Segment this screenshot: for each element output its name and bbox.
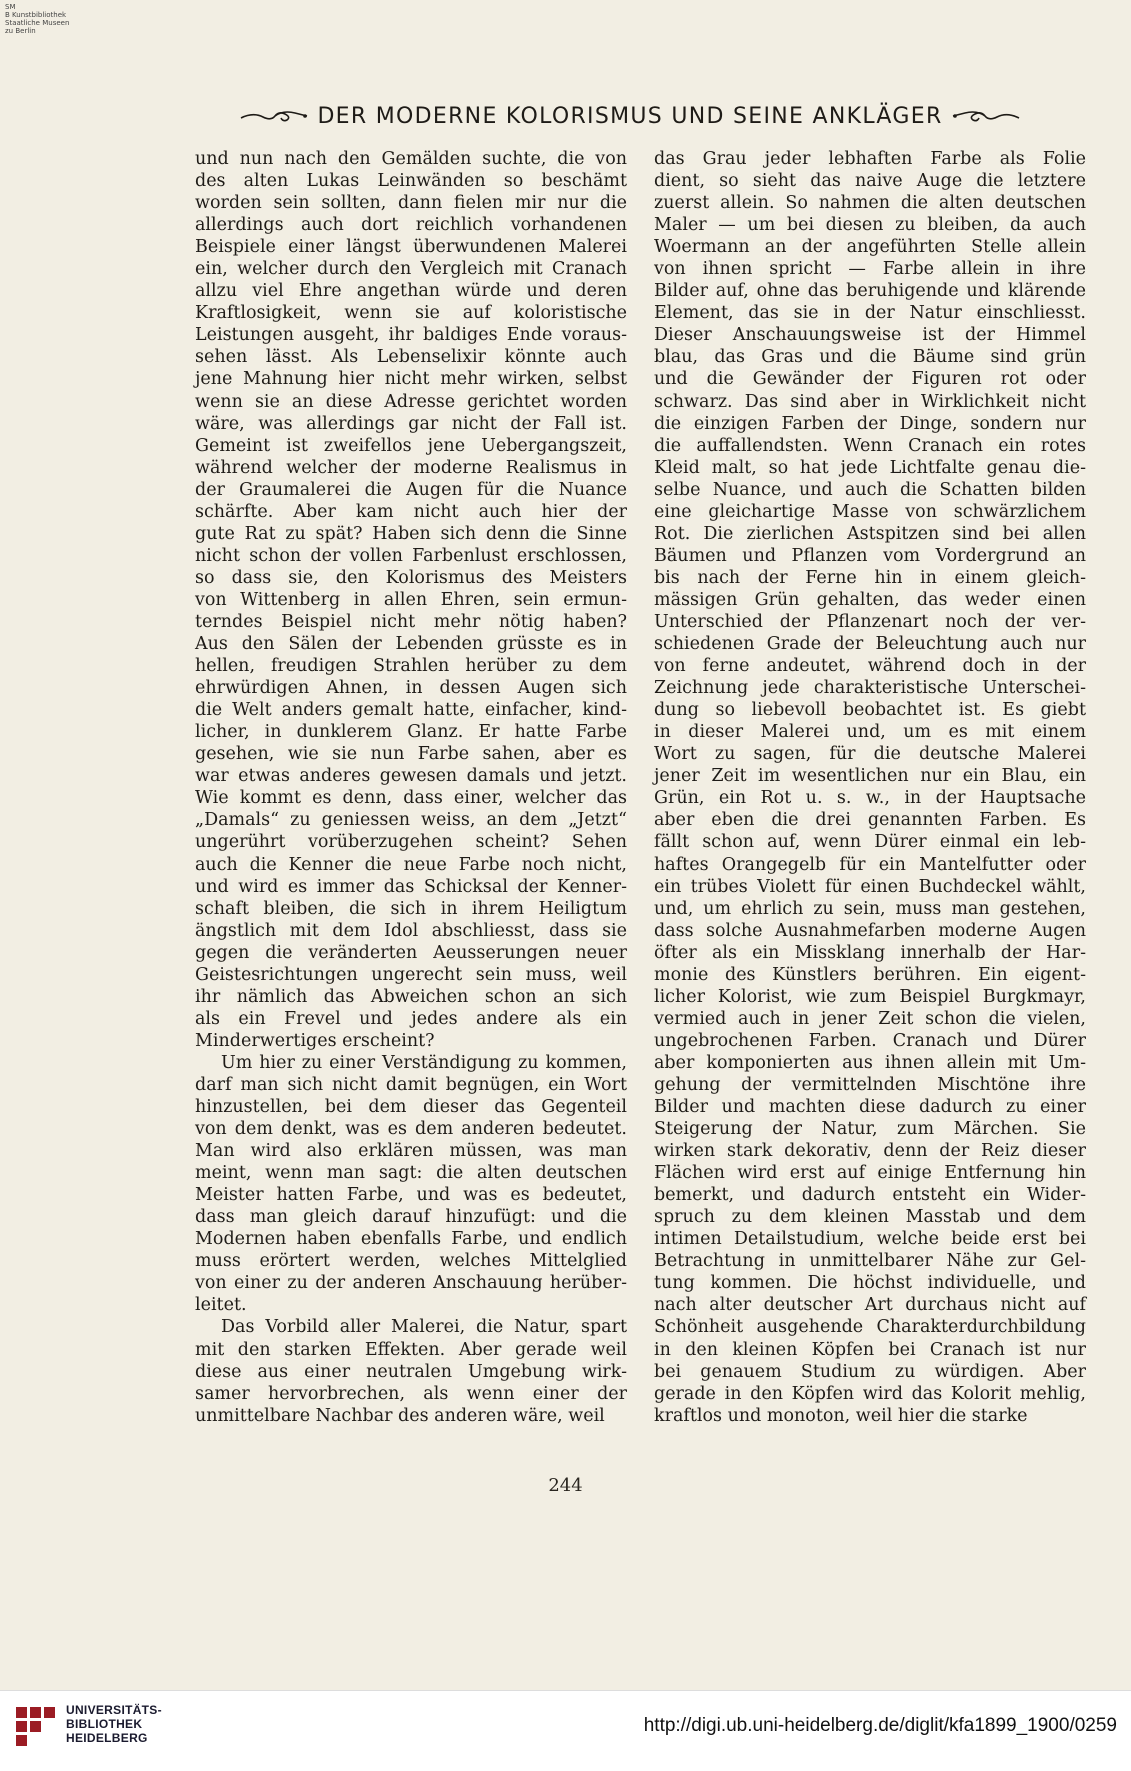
text-line: die Welt anders gemalt hatte, einfacher, kind- bbox=[195, 700, 627, 721]
text-line: ungerührt vorüberzugehen scheint? Sehen bbox=[195, 832, 627, 853]
text-line: von dem denkt, was es dem anderen bedeutet. bbox=[195, 1119, 627, 1140]
text-line: dient, so sieht das naive Auge die letztere bbox=[654, 171, 1086, 192]
text-line: Maler — um bei diesen zu bleiben, da auch bbox=[654, 215, 1086, 236]
text-line: mässigen Grün gehalten, das weder einen bbox=[654, 589, 1086, 610]
text-line: muss erörtert werden, welches Mittelglied bbox=[195, 1251, 627, 1272]
text-line: ihr nämlich das Abweichen schon an sich bbox=[195, 986, 627, 1007]
text-line: Woermann an der angeführten Stelle allein bbox=[654, 237, 1086, 258]
text-line: allerdings auch dort reichlich vorhandenen bbox=[195, 215, 627, 236]
text-line: eine gleichartige Masse von schwärzlichem bbox=[654, 501, 1086, 522]
text-line: in den kleinen Köpfen bei Cranach ist nur bbox=[654, 1339, 1086, 1360]
text-line: Bilder auf, ohne das beruhigende und klärende bbox=[654, 281, 1086, 302]
text-line: schaft bleiben, die sich in ihrem Heiligtum bbox=[195, 898, 627, 919]
text-line: samer hervorbrechen, als wenn einer der bbox=[195, 1383, 627, 1404]
text-line: von einer zu der anderen Anschauung herüber- bbox=[195, 1273, 627, 1294]
text-line: bei genauem Studium zu würdigen. Aber bbox=[654, 1361, 1086, 1382]
text-line: licher, in dunklerem Glanz. Er hatte Farbe bbox=[195, 722, 627, 743]
library-name-line: BIBLIOTHEK bbox=[66, 1717, 143, 1731]
library-logo[interactable] bbox=[14, 1703, 162, 1751]
text-line: ein, welcher durch den Vergleich mit Cranach bbox=[195, 259, 627, 280]
stamp-line: B Kunstbibliothek bbox=[5, 11, 67, 19]
text-line: aber eben die drei genannten Farben. Es bbox=[654, 810, 1086, 831]
text-line: blau, das Gras und die Bäume sind grün bbox=[654, 347, 1086, 368]
text-line: war etwas anderes gewesen damals und jetzt. bbox=[195, 766, 627, 787]
text-line: selbe Nuance, und auch die Schatten bilden bbox=[654, 479, 1086, 500]
text-line: der Graumalerei die Augen für die Nuance bbox=[195, 479, 627, 500]
stamp-line: Staatliche Museen bbox=[5, 19, 70, 27]
left-ornament-icon bbox=[239, 106, 309, 126]
text-line: und nun nach den Gemälden suchte, die von bbox=[195, 149, 627, 169]
text-line: als ein Frevel und jedes andere als ein bbox=[195, 1008, 627, 1029]
text-line: Bilder und machten diese dadurch zu einer bbox=[654, 1097, 1086, 1118]
text-line: von ihnen spricht — Farbe allein in ihre bbox=[654, 259, 1086, 280]
library-name bbox=[66, 1703, 162, 1745]
stamp-line: zu Berlin bbox=[5, 27, 36, 35]
text-line: zuerst allein. So nahmen die alten deutschen bbox=[654, 193, 1086, 214]
text-line: Kraftlosigkeit, wenn sie auf koloristische bbox=[195, 303, 627, 324]
text-line: sehen lässt. Als Lebenselixir könnte auch bbox=[195, 347, 627, 368]
text-line: öfter als ein Missklang innerhalb der Har- bbox=[654, 942, 1086, 963]
text-line: Modernen haben ebenfalls Farbe, und endlich bbox=[195, 1229, 627, 1250]
text-line: schiedenen Grade der Beleuchtung auch nur bbox=[654, 634, 1086, 655]
text-line: Kleid malt, so hat jede Lichtfalte genau die- bbox=[654, 457, 1086, 478]
text-line: diese aus einer neutralen Umgebung wirk- bbox=[195, 1361, 627, 1382]
text-line: tung kommen. Die höchst individuelle, und bbox=[654, 1273, 1086, 1294]
text-line: Beispiele einer längst überwundenen Malerei bbox=[195, 237, 627, 258]
text-line: wäre, was allerdings gar nicht der Fall ist. bbox=[195, 413, 627, 434]
text-line: schärfte. Aber kam nicht auch hier der bbox=[195, 501, 627, 522]
text-line: während welcher der moderne Realismus in bbox=[195, 457, 627, 478]
text-line: gehung der vermittelnden Mischtöne ihre bbox=[654, 1074, 1086, 1095]
page-number: 244 bbox=[548, 1475, 583, 1496]
text-line: Geistesrichtungen ungerecht sein muss, weil bbox=[195, 964, 627, 985]
text-line: Wort zu sagen, für die deutsche Malerei bbox=[654, 744, 1086, 765]
right-column bbox=[654, 148, 1086, 1427]
text-line: des alten Lukas Leinwänden so beschämt bbox=[195, 171, 627, 192]
text-line: fällt schon auf, wenn Dürer einmal ein leb- bbox=[654, 832, 1086, 853]
footer-bar bbox=[0, 1690, 1131, 1771]
text-line: Das Vorbild aller Malerei, die Natur, spart bbox=[221, 1317, 627, 1338]
text-line: Element, das sie in der Natur einschliesst. bbox=[654, 303, 1086, 324]
library-stamp bbox=[5, 3, 69, 35]
text-line: ein trübes Violett für einen Buchdeckel wählt, bbox=[654, 876, 1086, 897]
text-line: Schönheit ausgehende Charakterdurchbildung bbox=[654, 1317, 1086, 1338]
text-line: kraftlos und monoton, weil hier die starke bbox=[654, 1405, 1028, 1426]
text-line: intimen Detailstudium, welche beide erst bei bbox=[654, 1229, 1086, 1250]
text-line: dass solche Ausnahmefarben moderne Augen bbox=[654, 920, 1086, 941]
text-line: so dass sie, den Kolorismus des Meisters bbox=[195, 567, 627, 588]
text-line: von Wittenberg in allen Ehren, sein ermun- bbox=[195, 589, 627, 610]
text-line: und die Gewänder der Figuren rot oder bbox=[654, 369, 1086, 390]
text-line: Aus den Sälen der Lebenden grüsste es in bbox=[195, 634, 627, 655]
text-line: auch die Kenner die neue Farbe noch nicht, bbox=[195, 854, 627, 875]
text-line: Zeichnung jede charakteristische Unterschei- bbox=[654, 678, 1086, 699]
text-line: nach alter deutscher Art durchaus nicht auf bbox=[654, 1295, 1086, 1316]
text-line: ängstlich mit dem Idol abschliesst, dass sie bbox=[195, 920, 627, 941]
text-line: dung so liebevoll beobachtet ist. Es giebt bbox=[654, 700, 1086, 721]
text-line: Minderwertiges erscheint? bbox=[195, 1030, 435, 1051]
text-line: Flächen wird erst auf einige Entfernung hin bbox=[654, 1163, 1086, 1184]
page-title: DER MODERNE KOLORISMUS UND SEINE ANKLÄGER bbox=[317, 103, 943, 129]
text-line: monie des Künstlers berühren. Ein eigent- bbox=[654, 964, 1086, 985]
text-line: gegen die veränderten Aeusserungen neuer bbox=[195, 942, 627, 963]
text-line: vermied auch in jener Zeit schon die vielen, bbox=[654, 1008, 1086, 1029]
source-url-link[interactable]: http://digi.ub.uni-heidelberg.de/diglit/kfa1899_1900/0259 bbox=[643, 1715, 1117, 1736]
text-line: ehrwürdigen Ahnen, in dessen Augen sich bbox=[195, 678, 627, 699]
stamp-line: SM bbox=[5, 3, 16, 11]
text-line: allzu viel Ehre angethan würde und deren bbox=[195, 281, 627, 302]
text-line: licher Kolorist, wie zum Beispiel Burgkmayr, bbox=[654, 986, 1086, 1007]
text-line: terndes Beispiel nicht mehr nötig haben? bbox=[195, 611, 627, 632]
text-line: hinzustellen, bei dem dieser das Gegenteil bbox=[195, 1097, 627, 1118]
text-line: und, um ehrlich zu sein, muss man gestehen, bbox=[654, 898, 1086, 919]
text-line: in dieser Malerei und, um es mit einem bbox=[654, 722, 1086, 743]
text-line: mit den starken Effekten. Aber gerade weil bbox=[195, 1339, 627, 1360]
text-line: Meister hatten Farbe, und was es bedeutet, bbox=[195, 1185, 627, 1206]
text-line: bemerkt, und dadurch entsteht ein Wider- bbox=[654, 1185, 1086, 1206]
left-column bbox=[195, 148, 627, 1427]
text-line: unmittelbare Nachbar des anderen wäre, weil bbox=[195, 1405, 605, 1426]
text-line: Unterschied der Pflanzenart noch der ver- bbox=[654, 611, 1086, 632]
text-line: nicht schon der vollen Farbenlust erschlossen, bbox=[195, 545, 627, 566]
text-line: Rot. Die zierlichen Astspitzen sind bei allen bbox=[654, 523, 1086, 544]
running-header bbox=[190, 98, 1070, 134]
text-line: das Grau jeder lebhaften Farbe als Folie bbox=[654, 149, 1086, 169]
text-line: Betrachtung in unmittelbarer Nähe zur Gel- bbox=[654, 1251, 1086, 1272]
text-line: die auffallendsten. Wenn Cranach ein rotes bbox=[654, 435, 1086, 456]
text-line: „Damals“ zu geniessen weiss, an dem „Jetzt“ bbox=[195, 810, 627, 831]
text-line: leitet. bbox=[195, 1295, 247, 1316]
text-line: meint, wenn man sagt: die alten deutschen bbox=[195, 1163, 627, 1184]
text-line: gesehen, wie sie nun Farbe sahen, aber es bbox=[195, 744, 627, 765]
text-line: haftes Orangegelb für ein Mantelfutter oder bbox=[654, 854, 1086, 875]
text-line: gute Rat zu spät? Haben sich denn die Sinne bbox=[195, 523, 627, 544]
text-line: jene Mahnung hier nicht mehr wirken, selbst bbox=[195, 369, 627, 390]
text-line: Um hier zu einer Verständigung zu kommen, bbox=[221, 1052, 627, 1073]
text-line: Leistungen ausgeht, ihr baldiges Ende voraus- bbox=[195, 325, 627, 346]
text-line: Bäumen und Pflanzen vom Vordergrund an bbox=[654, 545, 1086, 566]
text-line: hellen, freudigen Strahlen herüber zu dem bbox=[195, 656, 627, 677]
text-line: Steigerung der Natur, zum Märchen. Sie bbox=[654, 1119, 1086, 1140]
text-line: spruch zu dem kleinen Masstab und dem bbox=[654, 1207, 1086, 1228]
text-line: worden sein sollten, dann fielen mir nur die bbox=[195, 193, 627, 214]
library-name-line: HEIDELBERG bbox=[66, 1731, 148, 1745]
text-line: Grün, ein Rot u. s. w., in der Hauptsache bbox=[654, 788, 1086, 809]
text-line: ungebrochenen Farben. Cranach und Dürer bbox=[654, 1030, 1086, 1051]
text-line: und wird es immer das Schicksal der Kenner- bbox=[195, 876, 627, 897]
text-line: aber komponierten aus ihnen allein mit Um- bbox=[654, 1052, 1086, 1073]
text-line: Dieser Anschauungsweise ist der Himmel bbox=[654, 325, 1086, 346]
right-ornament-icon bbox=[951, 106, 1021, 126]
text-line: schwarz. Das sind aber in Wirklichkeit nicht bbox=[654, 391, 1086, 412]
text-line: von ferne andeutet, während doch in der bbox=[654, 656, 1086, 677]
text-line: bis nach der Ferne hin in einem gleich- bbox=[654, 567, 1086, 588]
text-line: Gemeint ist zweifellos jene Uebergangszeit, bbox=[195, 435, 627, 456]
text-line: Wie kommt es denn, dass einer, welcher das bbox=[195, 788, 627, 809]
text-line: gerade in den Köpfen wird das Kolorit mehlig, bbox=[654, 1383, 1086, 1404]
text-line: dass man gleich darauf hinzufügt: und die bbox=[195, 1207, 627, 1228]
library-logo-icon bbox=[14, 1703, 58, 1751]
text-line: die einzigen Farben der Dinge, sondern nur bbox=[654, 413, 1086, 434]
text-line: wenn sie an diese Adresse gerichtet worden bbox=[195, 391, 627, 412]
text-line: wirken stark dekorativ, denn der Reiz dieser bbox=[654, 1141, 1086, 1162]
text-line: Man wird also erklären müssen, was man bbox=[195, 1141, 627, 1162]
library-name-line: UNIVERSITÄTS- bbox=[66, 1703, 162, 1717]
text-line: darf man sich nicht damit begnügen, ein Wort bbox=[195, 1074, 627, 1095]
text-line: jener Zeit im wesentlichen nur ein Blau, ein bbox=[654, 766, 1086, 787]
